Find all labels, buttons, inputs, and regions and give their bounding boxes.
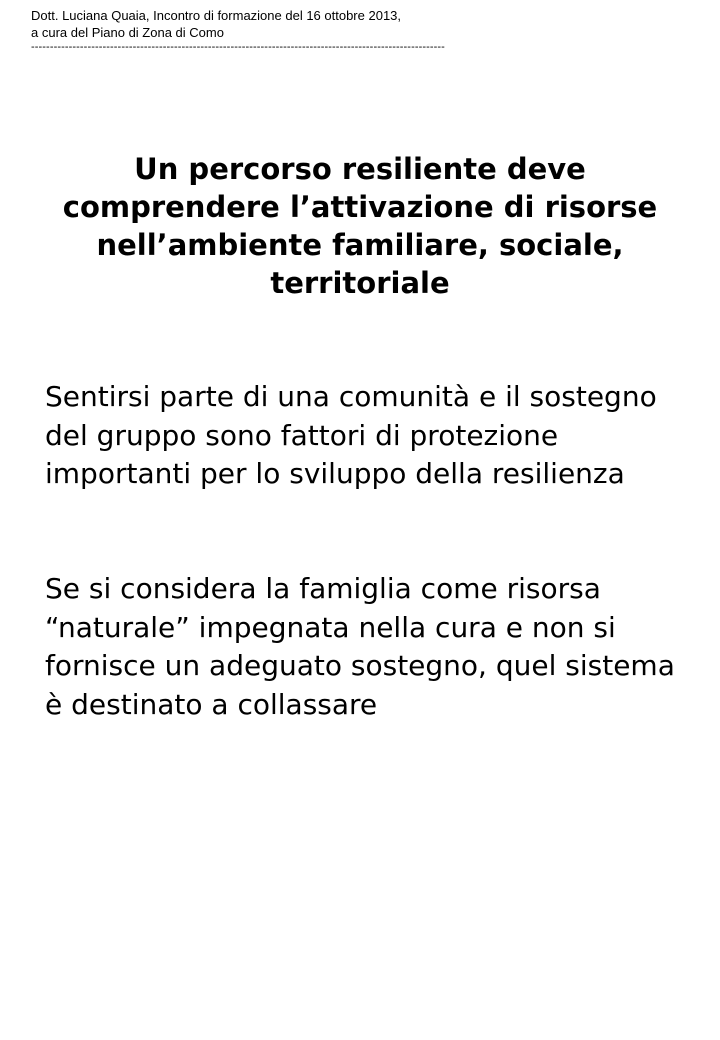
header-organizer-line: a cura del Piano di Zona di Como (31, 25, 224, 40)
body-paragraph-community: Sentirsi parte di una comunità e il sostegno del gruppo sono fattori di protezione importanti per lo sviluppo della resilienza (45, 380, 657, 490)
header-author-line: Dott. Luciana Quaia, Incontro di formazione del 16 ottobre 2013, (31, 8, 402, 23)
document-header (31, 7, 493, 53)
body-paragraph-family: Se si considera la famiglia come risorsa “naturale” impegnata nella cura e non si fornisce un adeguato sostegno, quel sistema è destinato a collassare (45, 572, 675, 721)
slide-title: Un percorso resiliente deve comprendere l’attivazione di risorse nell’ambiente familiare, sociale, territoriale (62, 152, 658, 300)
header-divider: -------------------------------------------------------------------------------------------------------------- (31, 41, 445, 53)
